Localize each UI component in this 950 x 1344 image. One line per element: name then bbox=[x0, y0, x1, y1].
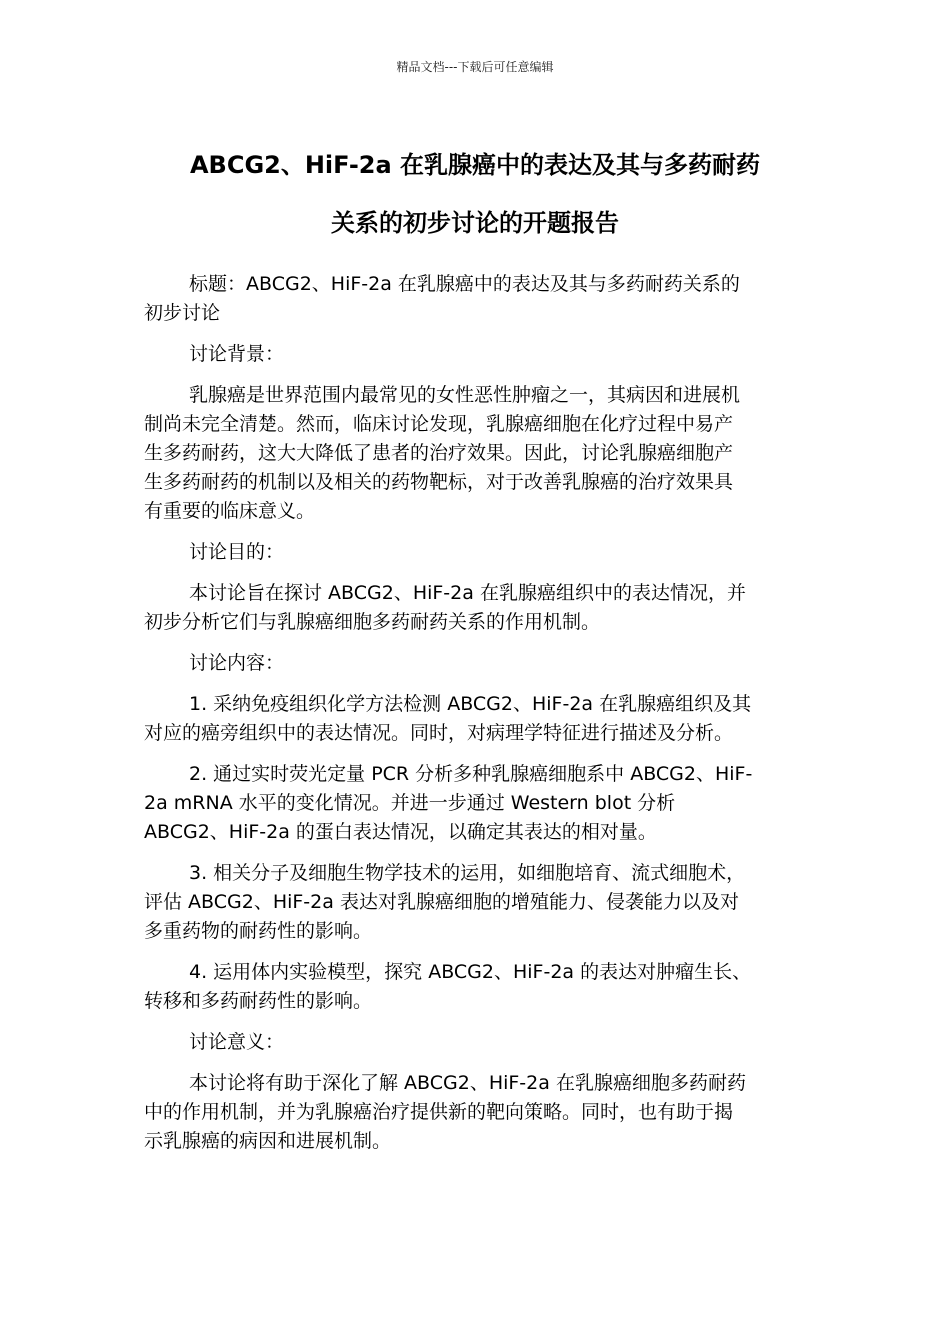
paragraph-line: ABCG2、HiF-2a 的蛋白表达情况，以确定其表达的相对量。 bbox=[144, 821, 657, 843]
paragraph-line: 3. 相关分子及细胞生物学技术的运用，如细胞培育、流式细胞术， bbox=[189, 862, 746, 884]
paragraph-line: 标题：ABCG2、HiF-2a 在乳腺癌中的表达及其与多药耐药关系的 bbox=[189, 273, 740, 295]
title-line-1: ABCG2、HiF-2a 在乳腺癌中的表达及其与多药耐药 bbox=[189, 151, 761, 179]
paragraph-line: 制尚未完全清楚。然而，临床讨论发现，乳腺癌细胞在化疗过程中易产 bbox=[144, 413, 734, 435]
paragraph-line: 生多药耐药，这大大降低了患者的治疗效果。因此，讨论乳腺癌细胞产 bbox=[144, 442, 734, 464]
paragraph-line: 生多药耐药的机制以及相关的药物靶标，对于改善乳腺癌的治疗效果具 bbox=[144, 471, 734, 493]
purpose-paragraph bbox=[144, 579, 804, 637]
significance-paragraph bbox=[144, 1069, 804, 1156]
section-heading-content: 讨论内容： bbox=[189, 652, 285, 674]
background-paragraph bbox=[144, 381, 804, 526]
section-heading-purpose: 讨论目的： bbox=[189, 541, 285, 563]
content-item-3 bbox=[144, 859, 804, 946]
paragraph-line: 多重药物的耐药性的影响。 bbox=[144, 920, 373, 942]
paragraph-line: 1. 采纳免疫组织化学方法检测 ABCG2、HiF-2a 在乳腺癌组织及其 bbox=[189, 693, 752, 715]
paragraph-line: 初步讨论 bbox=[144, 302, 221, 324]
paragraph-line: 乳腺癌是世界范围内最常见的女性恶性肿瘤之一，其病因和进展机 bbox=[189, 384, 741, 406]
paragraph-line: 初步分析它们与乳腺癌细胞多药耐药关系的作用机制。 bbox=[144, 611, 601, 633]
content-item-1 bbox=[144, 690, 804, 748]
document-body bbox=[144, 270, 804, 1168]
paragraph-line: 有重要的临床意义。 bbox=[144, 500, 316, 522]
page-header-note: 精品文档---下载后可任意编辑 bbox=[396, 60, 554, 74]
paragraph-line: 转移和多药耐药性的影响。 bbox=[144, 990, 373, 1012]
paragraph-line: 评估 ABCG2、HiF-2a 表达对乳腺癌细胞的增殖能力、侵袭能力以及对 bbox=[144, 891, 739, 913]
paragraph-line: 本讨论将有助于深化了解 ABCG2、HiF-2a 在乳腺癌细胞多药耐药 bbox=[189, 1072, 746, 1094]
section-heading-significance: 讨论意义： bbox=[189, 1031, 285, 1053]
paragraph-line: 2. 通过实时荧光定量 PCR 分析多种乳腺癌细胞系中 ABCG2、HiF- bbox=[189, 763, 753, 785]
paragraph-line: 中的作用机制，并为乳腺癌治疗提供新的靶向策略。同时，也有助于揭 bbox=[144, 1101, 734, 1123]
paragraph-line: 对应的癌旁组织中的表达情况。同时，对病理学特征进行描述及分析。 bbox=[144, 722, 734, 744]
paragraph-line: 4. 运用体内实验模型，探究 ABCG2、HiF-2a 的表达对肿瘤生长、 bbox=[189, 961, 752, 983]
paragraph-line: 本讨论旨在探讨 ABCG2、HiF-2a 在乳腺癌组织中的表达情况，并 bbox=[189, 582, 746, 604]
document-title bbox=[60, 136, 890, 252]
section-heading-background: 讨论背景： bbox=[189, 343, 285, 365]
title-line-2: 关系的初步讨论的开题报告 bbox=[331, 209, 619, 237]
content-item-2 bbox=[144, 760, 804, 847]
paragraph-line: 示乳腺癌的病因和进展机制。 bbox=[144, 1130, 392, 1152]
content-item-4 bbox=[144, 958, 804, 1016]
topic-paragraph bbox=[144, 270, 804, 328]
paragraph-line: 2a mRNA 水平的变化情况。并进一步通过 Western blot 分析 bbox=[144, 792, 676, 814]
